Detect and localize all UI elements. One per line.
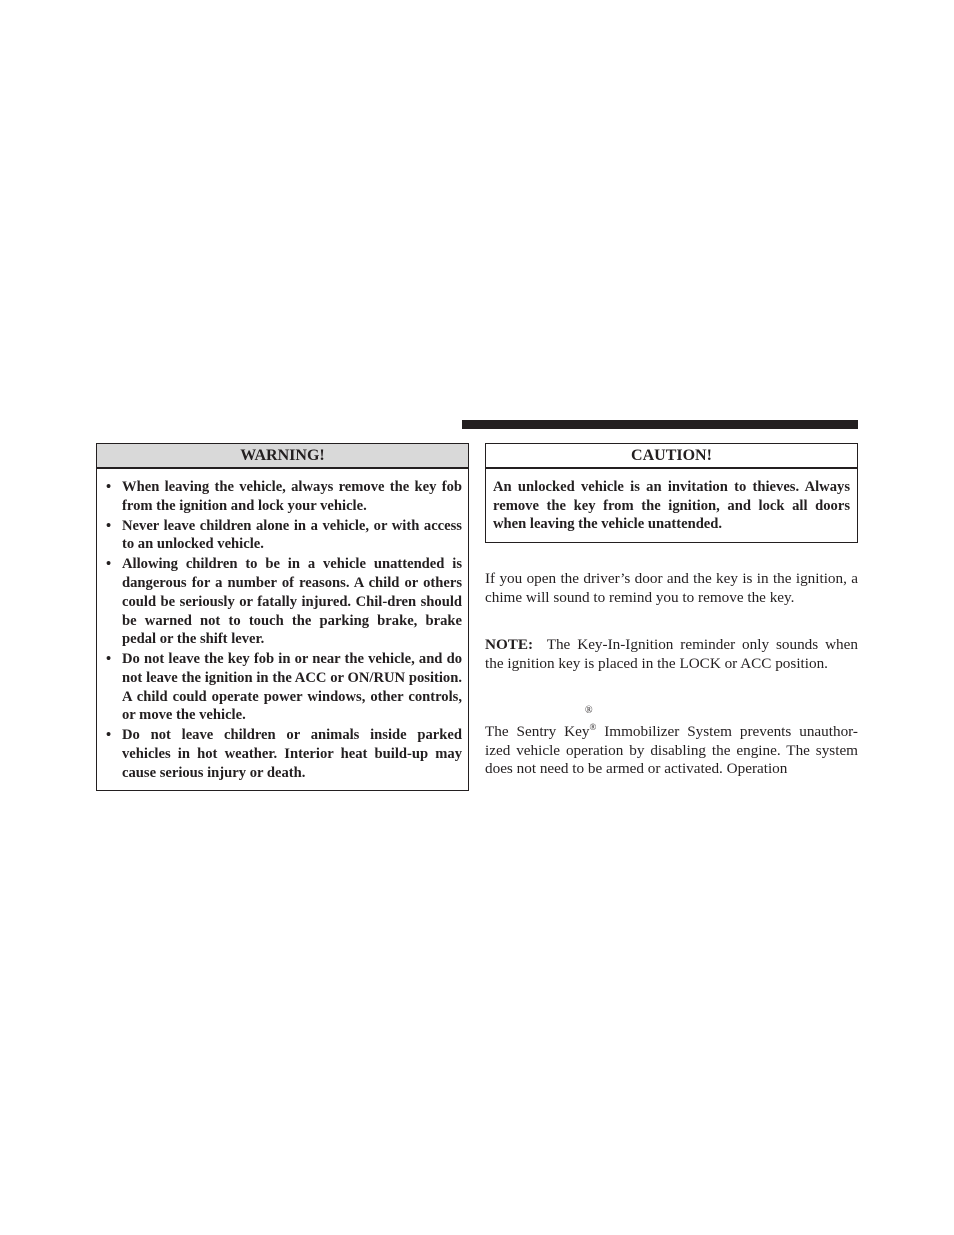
note-paragraph (485, 636, 858, 673)
note-label: NOTE: (485, 636, 534, 653)
warning-item (106, 726, 462, 782)
warning-item-text: When leaving the vehicle, always remove the key fob from the ignition and lock your vehicle. (122, 479, 462, 514)
heading-registered-mark: ® (585, 705, 593, 716)
note-text: The Key-In-Ignition reminder only sounds when the ignition key is placed in the LOCK or ACC position. (485, 636, 858, 672)
warning-item-text: Do not leave children or animals inside parked vehicles in hot weather. Interior heat build-up may cause serious injury or death. (122, 727, 462, 781)
bullet-icon: • (106, 727, 112, 744)
caution-title: CAUTION! (486, 444, 857, 469)
warning-item-text: Allowing children to be in a vehicle unattended is dangerous for a number of reasons. A child or others could be seriously or fatally injured. Chil-dren should be warned not to touch the parking brake, brake pedal or the shift lever. (122, 556, 462, 648)
warning-item-text: Do not leave the key fob in or near the vehicle, and do not leave the ignition in the ACC or ON/RUN position. A child could operate power windows, other controls, or move the vehicle. (122, 651, 462, 724)
warning-item (106, 478, 462, 515)
sentry-key-text-start: The Sentry Key (485, 723, 590, 740)
registered-mark: ® (589, 721, 597, 732)
warning-item (106, 555, 462, 649)
sentry-key-paragraph (485, 723, 858, 779)
warning-list (97, 469, 468, 782)
bullet-icon: • (106, 517, 112, 534)
bullet-icon: • (106, 479, 112, 495)
sentry-key-text-rest: Immobilizer System prevents unauthor-ized vehicle operation by disabling the engine. The system does not need to be armed or activated. Operation (485, 723, 858, 778)
warning-item (106, 517, 462, 554)
warning-box (96, 443, 469, 791)
key-reminder-paragraph: If you open the driver’s door and the key is in the ignition, a chime will sound to remind you to remove the key. (485, 570, 858, 606)
bullet-icon: • (106, 651, 112, 668)
warning-item (106, 650, 462, 725)
bullet-icon: • (106, 556, 112, 573)
caution-text: An unlocked vehicle is an invitation to thieves. Always remove the key from the ignition, and lock all doors when leaving the vehicle unattended. (493, 479, 850, 533)
section-header-bar (462, 420, 858, 429)
warning-title: WARNING! (97, 444, 468, 469)
warning-item-text: Never leave children alone in a vehicle, or with access to an unlocked vehicle. (122, 517, 462, 553)
caution-box (485, 443, 858, 543)
